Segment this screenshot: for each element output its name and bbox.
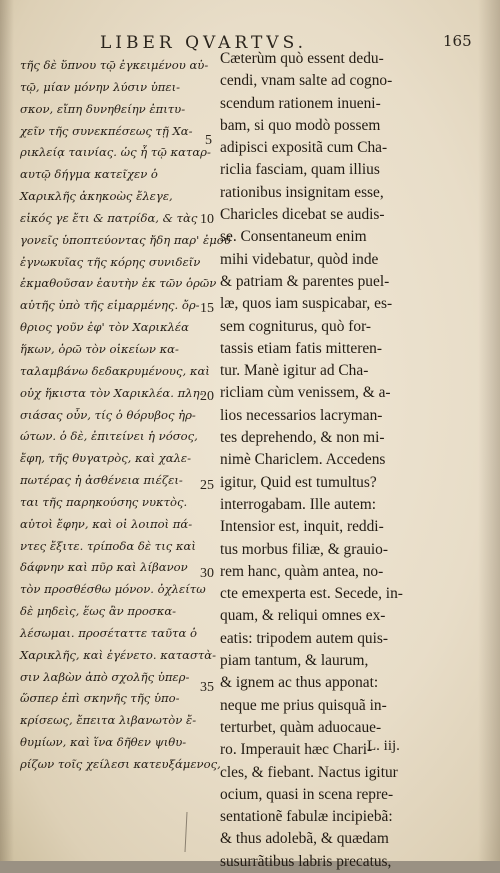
latin-line: rem hanc, quàm antea, no-: [220, 562, 384, 580]
latin-line: eatis: tripodem autem quis-: [220, 629, 388, 647]
greek-line: θυμίων, καὶ ἵνα δῆθεν ψιθυ-: [20, 735, 187, 750]
signature-mark: L. iij.: [367, 738, 400, 754]
latin-line: tes deprehendo, & non mi-: [220, 429, 385, 447]
greek-line: δάφνην καὶ πῦρ καὶ λίβανον: [20, 560, 188, 575]
line-number: 20: [200, 389, 214, 404]
latin-line: riclia fasciam, quam illius: [220, 161, 380, 179]
latin-line: ricliam cùm venissem, & a-: [220, 384, 391, 402]
line-number: 35: [200, 680, 214, 695]
greek-line: πωτέρας ἡ ἀσθένεια πιέζει-: [20, 473, 183, 488]
pencil-mark: [183, 812, 189, 852]
greek-line: αυτῷ δήγμα κατεῖχεν ὁ: [20, 167, 158, 182]
greek-line: ταλαμβάνω δεδακρυμένους, καὶ: [20, 363, 210, 378]
greek-line: ὥσπερ ἐπὶ σκηνῆς τῆς ὑπο-: [20, 691, 180, 706]
latin-line: susurrãtibus labris precatus,: [220, 852, 392, 870]
greek-line: ἔφη, τῆς θυγατρὸς, καὶ χαλε-: [20, 451, 192, 466]
greek-line: τὸν προσθέσθω μόνον. ὀχλείτω: [20, 582, 206, 597]
latin-line: ocium, quasi in scena repre-: [220, 785, 394, 803]
line-number: 25: [200, 478, 214, 493]
greek-line: σιάσας οὖν, τίς ὁ θόρυβος ἠρ-: [20, 407, 196, 422]
line-number: 5: [205, 133, 212, 148]
latin-line: neque me prius quisquã in-: [220, 696, 387, 714]
greek-line: κρίσεως, ἔπειτα λιβανωτὸν ἔ-: [20, 713, 197, 728]
latin-line: nimè Chariclem. Accedens: [220, 451, 386, 469]
latin-line: tus morbus filiæ, & grauio-: [220, 540, 389, 558]
greek-line: ἥκων, ὁρῶ τὸν οἰκείων κα-: [20, 341, 179, 356]
latin-line: scendum rationem inueni-: [220, 94, 381, 112]
greek-line: ται τῆς παρηκούσης νυκτὸς.: [20, 494, 188, 509]
page-number: 165: [443, 32, 472, 50]
latin-line: adipisci expositã cum Cha-: [220, 139, 388, 157]
latin-line: ro. Imperauit hæc Chari-: [220, 741, 373, 759]
greek-line: δὲ μηδεὶς, ἕως ἂν προσκα-: [20, 604, 177, 619]
latin-line: interrogabam. Ille autem:: [220, 495, 376, 513]
latin-line: cles, & fiebant. Nactus igitur: [220, 763, 398, 781]
greek-line: αὐτοὶ ἔφην, καὶ οἱ λοιποὶ πά-: [20, 516, 193, 531]
latin-line: rationibus insignitam esse,: [220, 183, 384, 201]
latin-line: lios necessarios lacryman-: [220, 406, 383, 424]
running-title: LIBER QVARTVS.: [100, 33, 308, 53]
greek-line: ἐκμαθοῦσαν ἑαυτὴν ἐκ τῶν ὁρῶν: [20, 276, 217, 291]
spine-shadow: [0, 0, 14, 861]
latin-line: igitur, Quid est tumultus?: [220, 473, 377, 491]
latin-line: terturbet, quàm aduocaue-: [220, 718, 382, 736]
greek-line: εἰκός γε ἔτι & πατρίδα, & τὰς: [20, 210, 198, 225]
line-number: 15: [200, 301, 214, 316]
greek-line: σκον, εἴπη δυνηθείην ἐπιτυ-: [20, 101, 186, 116]
latin-line: læ, quos iam suspicabar, es-: [220, 295, 393, 313]
latin-line: Intensior est, inquit, reddi-: [220, 518, 384, 536]
latin-line: cte emexperta est. Secede, in-: [220, 585, 403, 603]
greek-column: [20, 55, 231, 776]
latin-line: bam, si quo modò possem: [220, 116, 381, 134]
greek-line: χεῖν τῆς συνεκπέσεως τῇ Χα-: [20, 123, 193, 138]
line-number: 30: [200, 566, 214, 581]
latin-line: & ignem ac thus apponat:: [220, 674, 379, 692]
latin-line: Charicles dicebat se audis-: [220, 206, 385, 224]
greek-line: λέσωμαι. προσέταττε ταῦτα ὁ: [20, 625, 197, 640]
latin-line: Cæterùm quò essent dedu-: [220, 50, 384, 67]
latin-line: & thus adolebã, & quædam: [220, 830, 389, 848]
latin-line: sentationẽ fabulæ incipiebã:: [220, 808, 393, 826]
latin-line: tassis etiam fatis mitteren-: [220, 339, 382, 357]
greek-line: ντες ἔξιτε. τρίποδα δὲ τις καὶ: [20, 538, 196, 553]
latin-line: tur. Manè igitur ad Cha-: [220, 362, 369, 380]
greek-line: Χαρικλῆς ἀκηκοὼς ἔλεγε,: [20, 189, 173, 204]
greek-line: οὐχ ἥκιστα τὸν Χαρικλέα. πλη-: [20, 385, 204, 400]
latin-line: sem cogniturus, quò for-: [220, 317, 372, 335]
greek-line: ρίζων τοῖς χείλεσι κατευξάμενος,: [20, 757, 221, 771]
greek-line: σιν λαβὼν ἀπὸ σχολῆς ὑπερ-: [20, 669, 190, 684]
greek-line: τῆς δὲ ὕπνου τῷ ἐγκειμένου αὐ-: [20, 58, 209, 72]
greek-line: Χαρικλῆς, καὶ ἐγένετο. καταστὰ-: [20, 647, 217, 662]
latin-line: mihi videbatur, quòd inde: [220, 250, 379, 268]
latin-line: piam tantum, & laurum,: [220, 652, 369, 670]
latin-line: quam, & reliqui omnes ex-: [220, 607, 386, 625]
line-number: 10: [200, 212, 214, 227]
greek-line: ώτων. ὁ δὲ, ἐπιτείνει ἡ νόσος,: [20, 429, 198, 444]
greek-line: αὐτῆς ὑπὸ τῆς εἱμαρμένης. ὄρ-: [20, 298, 200, 313]
greek-line: γονεῖς ὑποπτεύοντας ἤδη παρ' ἐμοῦ: [20, 232, 231, 247]
latin-line: cendi, vnam salte ad cogno-: [220, 72, 393, 90]
latin-line: & patriam & parentes puel-: [220, 272, 390, 290]
greek-line: τῷ, μίαν μόνην λύσιν ὑπει-: [20, 79, 181, 94]
latin-column: [220, 48, 490, 873]
greek-line: ἐγνωκυῖας τῆς κόρης συνιδεῖν: [20, 254, 201, 269]
greek-line: ρικλείᾳ ταινίας. ὡς ἦ τῷ καταρ-: [20, 145, 211, 160]
latin-line: se. Consentaneum enim: [220, 228, 367, 246]
greek-line: θριος γοῦν ἐφ' τὸν Χαρικλέα: [20, 320, 189, 335]
